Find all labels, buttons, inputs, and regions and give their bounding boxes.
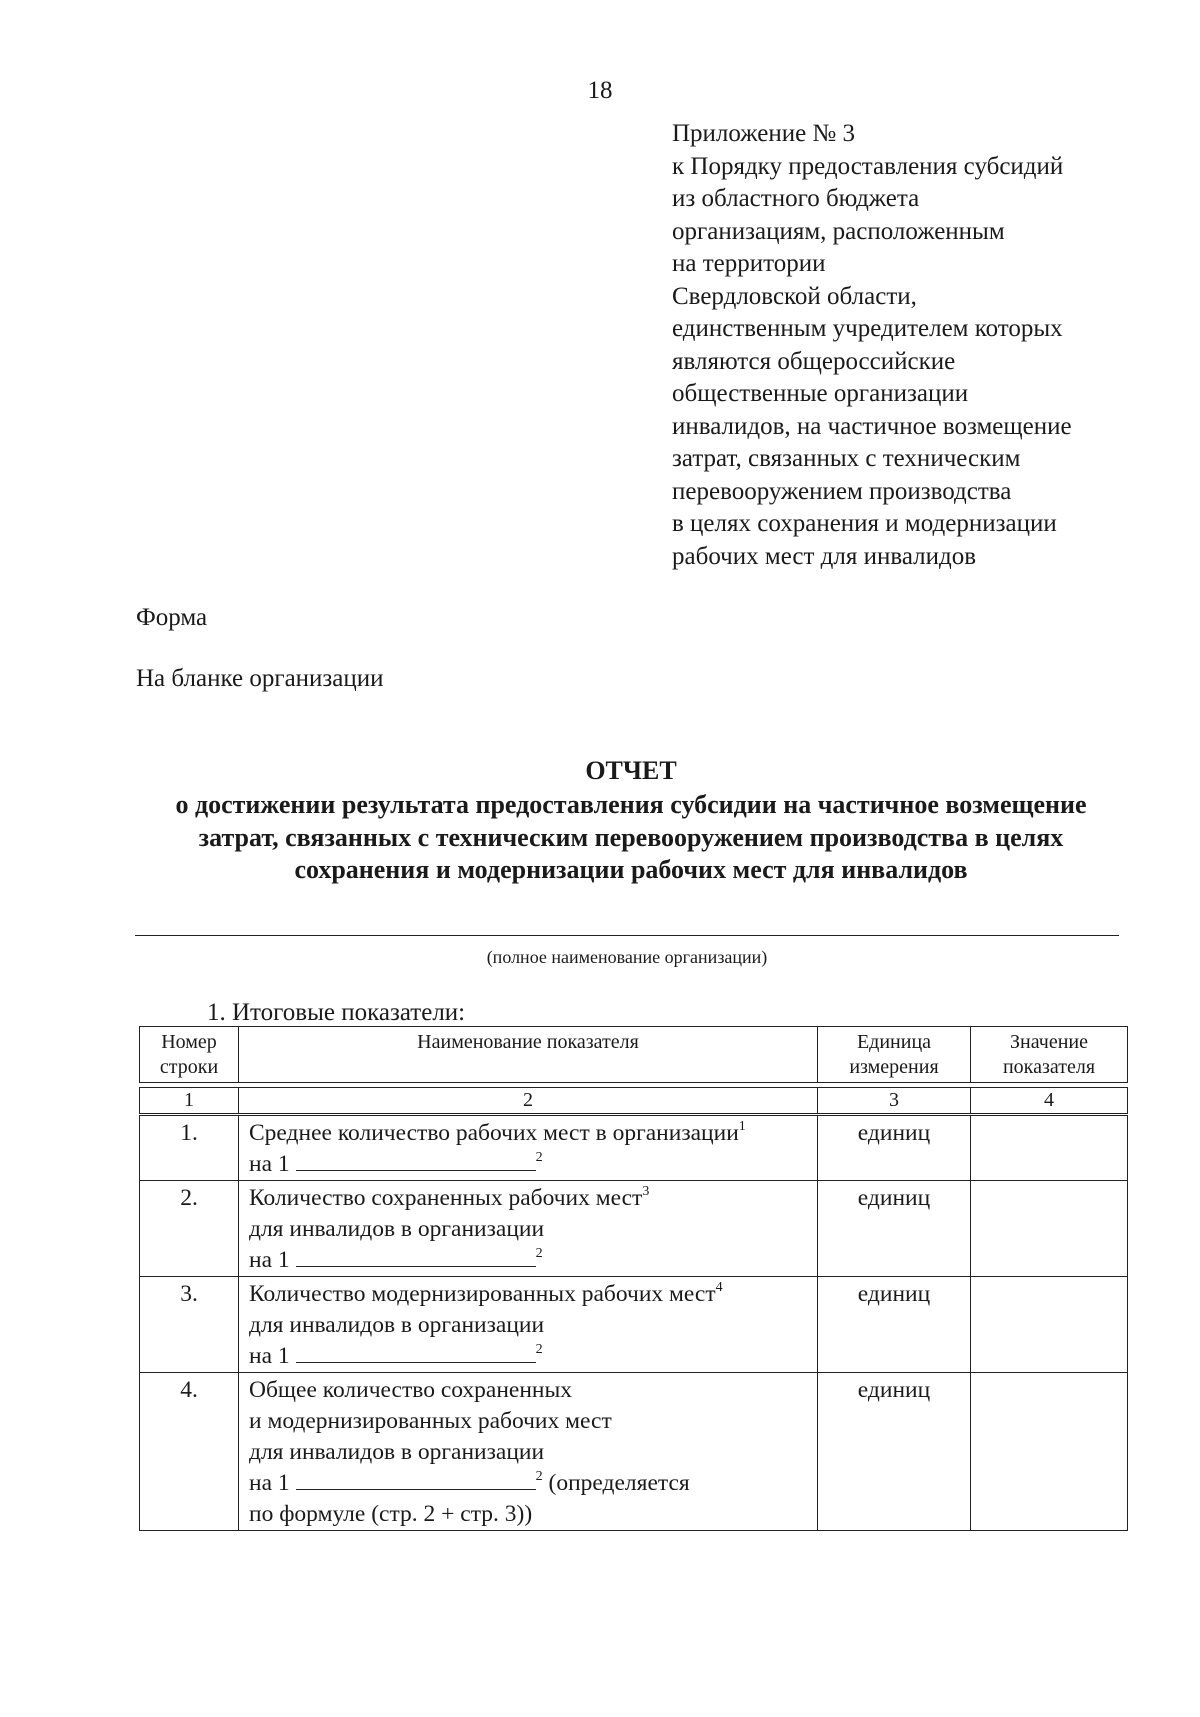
table-row bbox=[140, 1116, 1128, 1181]
column-index-cell: 3 bbox=[818, 1088, 971, 1114]
report-subtitle-line: затрат, связанных с техническим перевооружением производства в целях bbox=[198, 822, 1064, 852]
indicator-name-line: и модернизированных рабочих мест bbox=[249, 1408, 612, 1434]
table-row bbox=[140, 1277, 1128, 1373]
date-line: на 1 $^2$ bbox=[249, 1246, 543, 1273]
date-blank-field bbox=[296, 1468, 536, 1490]
indicator-name-line: Общее количество сохраненных bbox=[249, 1377, 573, 1403]
form-label: Форма bbox=[136, 604, 208, 631]
indicators-table-header bbox=[139, 1026, 1128, 1083]
indicator-name-line: по формуле (стр. 2 + стр. 3)) bbox=[249, 1501, 533, 1527]
row-number: 3. bbox=[140, 1277, 239, 1373]
appendix-line: единственным учредителем которых bbox=[672, 315, 1063, 342]
row-number: 4. bbox=[140, 1373, 239, 1531]
unit-of-measure: единиц bbox=[818, 1116, 971, 1181]
unit-of-measure: единиц bbox=[818, 1373, 971, 1531]
indicator-value bbox=[971, 1116, 1128, 1181]
indicator-name bbox=[239, 1277, 818, 1373]
indicator-name-line: для инвалидов в организации bbox=[249, 1216, 545, 1242]
appendix-line: затрат, связанных с техническим bbox=[672, 445, 1021, 472]
header-name: Наименование показателя bbox=[239, 1027, 818, 1083]
table-row bbox=[140, 1181, 1128, 1277]
appendix-line: организациям, расположенным bbox=[672, 217, 1005, 245]
column-index-cell: 1 bbox=[140, 1088, 239, 1114]
date-blank-field bbox=[296, 1341, 536, 1363]
footnote-mark: 2 bbox=[535, 1469, 543, 1484]
indicator-name bbox=[239, 1373, 818, 1531]
indicator-value bbox=[971, 1277, 1128, 1373]
indicators-table bbox=[139, 1115, 1128, 1531]
row-number: 1. bbox=[140, 1116, 239, 1181]
appendix-line: общественные организации bbox=[672, 380, 969, 407]
indicator-value bbox=[971, 1181, 1128, 1277]
footnote-mark: 4 bbox=[715, 1280, 723, 1295]
indicator-name-line: Количество сохраненных рабочих мест$^3$ bbox=[249, 1184, 650, 1211]
report-subtitle-line: о достижении результата предоставления субсидии на частичное возмещение bbox=[175, 790, 1087, 819]
indicators-table-column-index bbox=[139, 1087, 1128, 1114]
appendix-line: являются общероссийские bbox=[672, 347, 956, 375]
appendix-line: инвалидов, на частичное возмещение bbox=[672, 412, 1072, 440]
appendix-line: Свердловской области, bbox=[672, 282, 917, 310]
section-title: 1. Итоговые показатели: bbox=[207, 999, 466, 1026]
header-unit: Единица измерения bbox=[818, 1027, 971, 1083]
table-row bbox=[140, 1373, 1128, 1531]
indicator-name bbox=[239, 1181, 818, 1277]
footnote-mark: 1 bbox=[738, 1119, 746, 1134]
column-index-cell: 2 bbox=[239, 1088, 818, 1114]
indicator-value bbox=[971, 1373, 1128, 1531]
footnote-mark: 2 bbox=[535, 1150, 543, 1165]
organization-name-line bbox=[135, 935, 1119, 936]
report-title: ОТЧЕТ bbox=[585, 756, 677, 785]
unit-of-measure: единиц bbox=[818, 1181, 971, 1277]
appendix-block bbox=[672, 118, 1172, 573]
organization-name-caption: (полное наименование организации) bbox=[486, 947, 768, 967]
appendix-line: на территории bbox=[672, 250, 826, 277]
appendix-line: из областного бюджета bbox=[672, 185, 920, 212]
footnote-mark: 3 bbox=[642, 1184, 650, 1199]
date-line: на 1 $^2$ bbox=[249, 1150, 543, 1177]
appendix-line: к Порядку предоставления субсидий bbox=[672, 152, 1064, 180]
letterhead-note: На бланке организации bbox=[136, 665, 384, 692]
indicator-name-line: Среднее количество рабочих мест в организации$^1$ bbox=[249, 1119, 746, 1146]
appendix-line: рабочих мест для инвалидов bbox=[672, 542, 977, 570]
header-value: Значение показателя bbox=[971, 1027, 1128, 1083]
appendix-line: в целях сохранения и модернизации bbox=[672, 510, 1057, 537]
footnote-mark: 2 bbox=[535, 1342, 543, 1357]
row-number: 2. bbox=[140, 1181, 239, 1277]
header-number: Номер строки bbox=[140, 1027, 239, 1083]
column-index-cell: 4 bbox=[971, 1088, 1128, 1114]
date-blank-field bbox=[296, 1245, 536, 1267]
date-line: на 1 $^2$ (определяется bbox=[249, 1469, 690, 1496]
appendix-line: перевооружением производства bbox=[672, 477, 1012, 505]
report-subtitle bbox=[120, 789, 1142, 887]
indicator-name-line: Количество модернизированных рабочих мест$^4$ bbox=[249, 1280, 723, 1307]
indicator-name bbox=[239, 1116, 818, 1181]
indicator-name-line: для инвалидов в организации bbox=[249, 1312, 545, 1338]
unit-of-measure: единиц bbox=[818, 1277, 971, 1373]
date-line: на 1 $^2$ bbox=[249, 1342, 543, 1369]
page-number: 18 bbox=[587, 77, 613, 104]
date-blank-field bbox=[296, 1149, 536, 1171]
appendix-line: Приложение № 3 bbox=[672, 120, 856, 147]
indicator-name-line: для инвалидов в организации bbox=[249, 1439, 545, 1465]
footnote-mark: 2 bbox=[535, 1246, 543, 1261]
report-subtitle-line: сохранения и модернизации рабочих мест для инвалидов bbox=[294, 855, 968, 884]
